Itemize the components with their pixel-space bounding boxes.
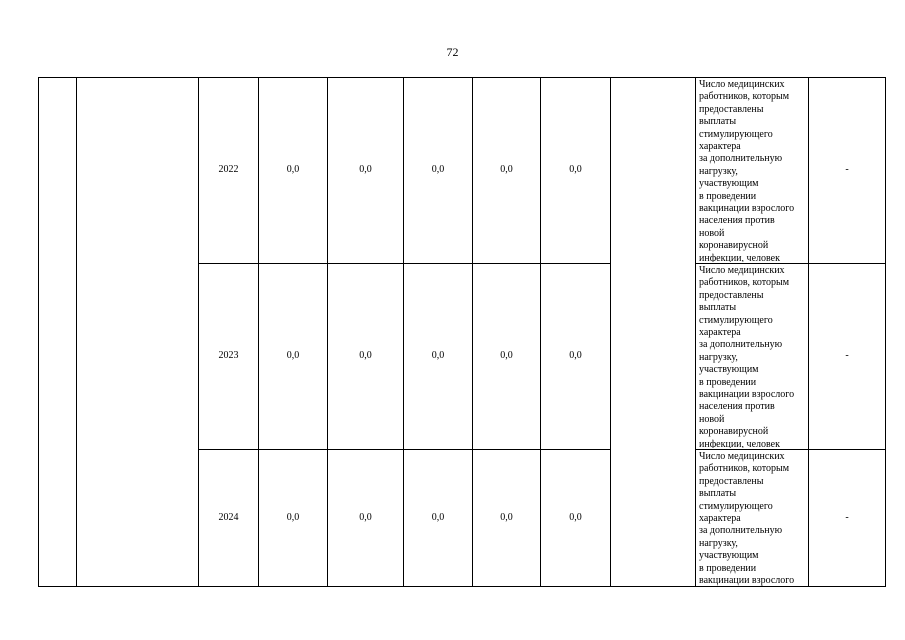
target-value-cell: - <box>809 78 886 264</box>
target-value-cell: - <box>809 264 886 450</box>
value-cell: 0,0 <box>473 450 541 587</box>
budget-table <box>38 77 886 587</box>
value-cell: 0,0 <box>473 78 541 264</box>
number-cell <box>39 78 77 587</box>
table-row <box>39 78 886 264</box>
indicator-cell <box>696 78 809 264</box>
year-cell: 2022 <box>199 78 259 264</box>
value-cell: 0,0 <box>328 264 404 450</box>
value-cell: 0,0 <box>404 264 473 450</box>
value-cell: 0,0 <box>404 78 473 264</box>
indicator-text: Число медицинских работников, которым предоставлены выплаты стимулирующего характера за дополнительную нагрузку, участвующим в проведении вакцинации взрослого населения против новой коронавирусной инфекции, человек <box>699 79 795 262</box>
executor-cell <box>611 78 696 587</box>
event-name-cell <box>77 78 199 587</box>
year-cell: 2024 <box>199 450 259 587</box>
value-cell: 0,0 <box>541 264 611 450</box>
value-cell: 0,0 <box>541 450 611 587</box>
value-cell: 0,0 <box>259 78 328 264</box>
indicator-text: Число медицинских работников, которым предоставлены выплаты стимулирующего характера за дополнительную нагрузку, участвующим в проведении вакцинации взрослого населения против новой коронавирусной инфекции, человек <box>699 265 795 448</box>
year-cell: 2023 <box>199 264 259 450</box>
value-cell: 0,0 <box>328 450 404 587</box>
indicator-cell <box>696 264 809 450</box>
page-number: 72 <box>446 45 459 59</box>
value-cell: 0,0 <box>541 78 611 264</box>
value-cell: 0,0 <box>328 78 404 264</box>
value-cell: 0,0 <box>404 450 473 587</box>
value-cell: 0,0 <box>473 264 541 450</box>
indicator-text: Число медицинских работников, которым предоставлены выплаты стимулирующего характера за дополнительную нагрузку, участвующим в проведении вакцинации взрослого <box>699 451 795 586</box>
indicator-cell <box>696 450 809 587</box>
target-value-cell: - <box>809 450 886 587</box>
value-cell: 0,0 <box>259 450 328 587</box>
value-cell: 0,0 <box>259 264 328 450</box>
